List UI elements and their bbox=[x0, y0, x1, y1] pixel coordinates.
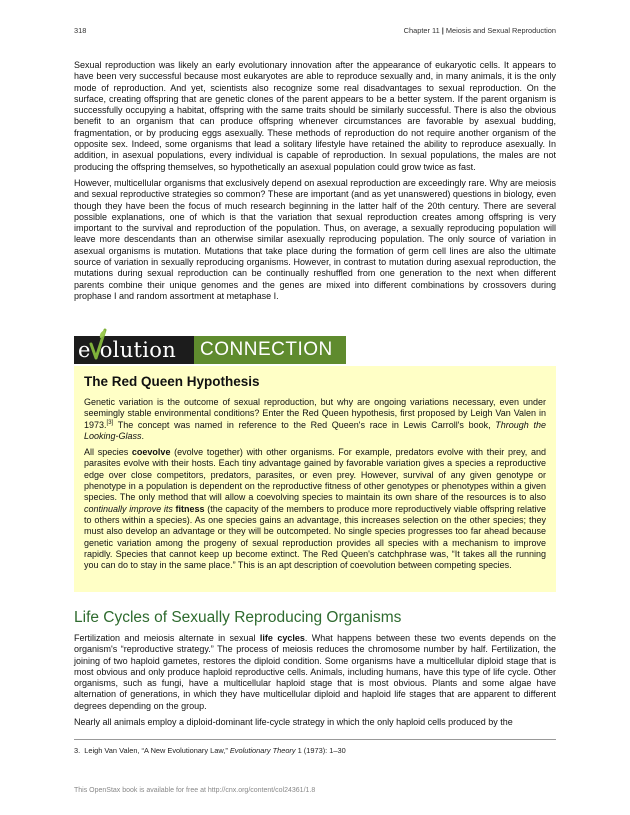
section-paragraph-2: Nearly all animals employ a diploid-dominant life-cycle strategy in which the only haploid cells produced by the bbox=[74, 717, 513, 728]
callout-title: The Red Queen Hypothesis bbox=[84, 374, 260, 389]
running-head bbox=[404, 26, 556, 35]
term-coevolve: coevolve bbox=[131, 447, 171, 458]
emphasis-text: continually improve its bbox=[84, 503, 173, 514]
chapter-title: Meiosis and Sexual Reproduction bbox=[445, 26, 556, 35]
footnote: 3. Leigh Van Valen, “A New Evolutionary Law,” Evolutionary Theory 1 (1973): 1–30 bbox=[74, 746, 346, 755]
section-heading: Life Cycles of Sexually Reproducing Organisms bbox=[74, 609, 402, 626]
intro-text bbox=[74, 60, 556, 307]
page-number: 318 bbox=[74, 26, 87, 35]
footnote-number: 3. bbox=[74, 746, 81, 755]
journal-title: Evolutionary Theory bbox=[229, 746, 296, 755]
page-footer[interactable]: This OpenStax book is available for free at http://cnx.org/content/col24361/1.8 bbox=[74, 787, 316, 794]
section-paragraph-1: Fertilization and meiosis alternate in sexual life cycles. What happens between these two events depends on the organism's “reproductive strategy.” The process of meiosis reduces the chromosome number by half. Fertilization, the joining of two haploid gametes, restores the diploid condition. Some organisms have a multicellular diploid stage that is most obvious and only produce haploid reproductive cells. Animals, including humans, have this type of life cycle. Other organisms, such as fungi, have a multicellular haploid stage that is most obvious. Plants and some algae have alternation of generations, in which they have multicellular diploid and haploid life stages that are apparent to different degrees depending on the group. bbox=[74, 633, 556, 711]
paragraph-1: Sexual reproduction was likely an early evolutionary innovation after the appearance of eukaryotic cells. It appears to have been very successful because most eukaryotes are able to reproduce sexually and, in many animals, it is the only mode of reproduction. And yet, scientists also recognize some real disadvantages to sexual reproduction. On the surface, creating offspring that are genetic clones of the parent appears to be a better system. If the parent organism is successfully occupying a habitat, offspring with the same traits should be similarly successful. There is also the obvious benefit to an organism that can produce offspring whenever circumstances are favorable by asexual budding, fragmentation, or by producing eggs asexually. These methods of reproduction do not require another organism of the opposite sex. Indeed, some organisms that lead a solitary lifestyle have retained the ability to reproduce asexually. In addition, in asexual populations, every individual is capable of reproduction. In sexual populations, the males are not producing the offspring themselves, so hypothetically an asexual population could grow twice as fast. bbox=[74, 60, 556, 172]
banner-evolution-rest: olution bbox=[99, 338, 177, 362]
running-head-separator: | bbox=[439, 26, 446, 35]
evolution-connection-banner bbox=[74, 328, 346, 366]
footnote-divider bbox=[74, 739, 556, 740]
chapter-label: Chapter 11 bbox=[403, 26, 440, 35]
term-fitness: fitness bbox=[175, 503, 205, 514]
term-life-cycles: life cycles bbox=[259, 633, 305, 643]
callout-paragraph-1: Genetic variation is the outcome of sexual reproduction, but why are ongoing variations necessary, even under seemingly stable environmental conditions? Enter the Red Queen hypothesis, first proposed by Leigh Van Valen in 1973.[3] The concept was named in reference to the Red Queen's race in Lewis Carroll's book, Through the Looking-Glass. bbox=[84, 397, 546, 441]
leaf-icon bbox=[88, 328, 108, 362]
footnote-ref[interactable]: [3] bbox=[106, 419, 114, 426]
callout-paragraph-2: All species coevolve (evolve together) with other organisms. For example, predators evolve with their prey, and parasites evolve with their hosts. Each tiny advantage gained by favorable variation gives a species a reproductive edge over close competitors, predators, parasites, or even prey. However, survival of any given genotype or phenotype in a population is dependent on the reproductive fitness of other genotypes or phenotypes within a given species. The only method that will allow a coevolving species to maintain its own share of the resources is to also continually improve its fitness (the capacity of the members to produce more reproductively viable offspring relative to others within a species). As one species gains an advantage, this increases selection on the other species; they must also develop an advantage or they will be outcompeted. No single species progresses too far ahead because genetic variation among the progeny of sexual reproduction provides all species with a mechanism to improve rapidly. Species that cannot keep up become extinct. The Red Queen's catchphrase was, “It takes all the running you can do to stay in the same place.” This is an apt description of coevolution between competing species. bbox=[84, 447, 546, 571]
banner-evolution-e: e bbox=[78, 338, 91, 362]
section-text bbox=[74, 633, 556, 733]
paragraph-2: However, multicellular organisms that exclusively depend on asexual reproduction are exceedingly rare. Why are meiosis and sexual reproductive strategies so common? These are important (and as yet unanswered) questions in biology, even though they have been the focus of much research beginning in the latter half of the 20th century. There are several possible explanations, one of which is that the variation that sexual reproduction creates among offspring is very important to the survival and reproduction of the population. Thus, on average, a sexually reproducing population will leave more descendants than an otherwise similar asexually reproducing population. The only source of variation in asexual organisms is mutation. Mutations that take place during the formation of germ cell lines are also the ultimate source of variation in sexually reproducing organisms. However, in contrast to mutation during asexual reproduction, the mutations during sexual reproduction can be continually reshuffled from one generation to the next when different parents combine their unique genomes and the genes are mixed into different combinations by crossovers during prophase I and random assortment at metaphase I. bbox=[74, 177, 556, 301]
red-queen-callout bbox=[74, 366, 556, 592]
banner-connection-word: CONNECTION bbox=[200, 339, 333, 360]
page-header bbox=[74, 26, 556, 38]
book-title: Through the Looking-Glass bbox=[84, 419, 546, 441]
